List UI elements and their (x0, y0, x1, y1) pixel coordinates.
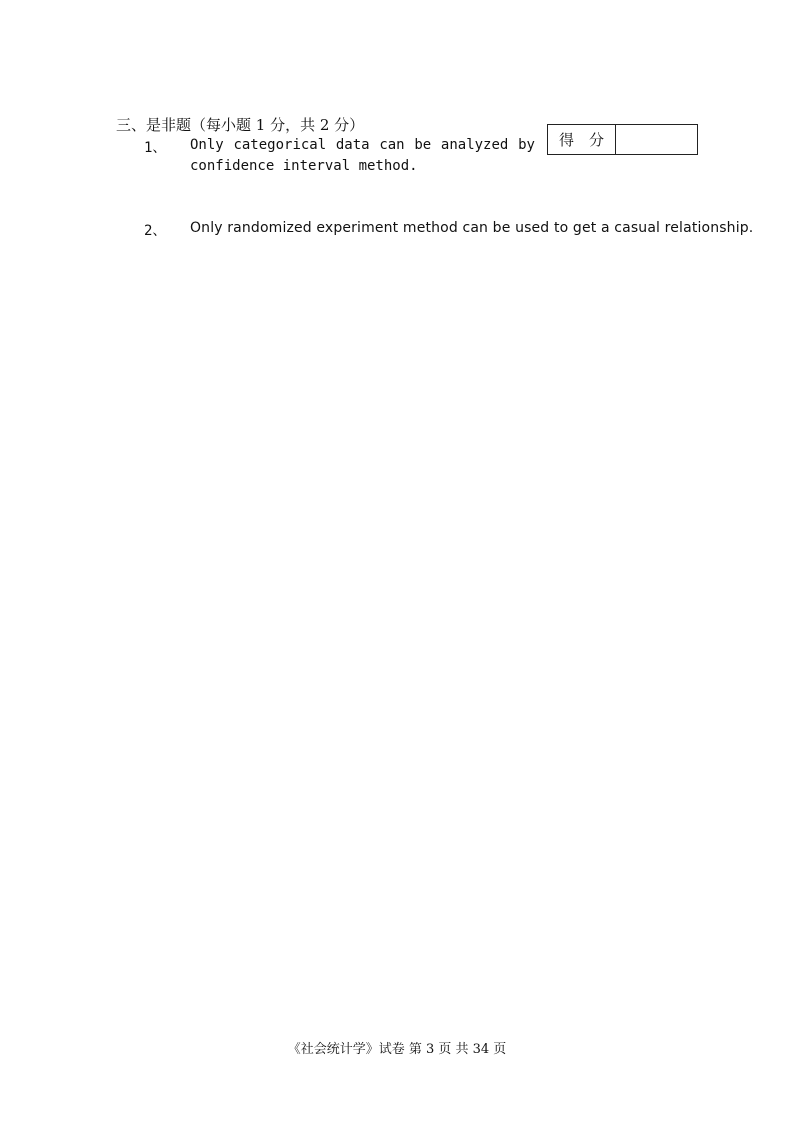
score-label: 得 分 (548, 125, 616, 154)
question-1-line-1 (190, 137, 535, 153)
question-1-word: categorical (233, 137, 327, 153)
question-2-text: Only randomized experiment method can be used to get a casual relationship. (190, 220, 754, 236)
score-value-field[interactable] (616, 125, 697, 154)
score-box (547, 124, 698, 155)
question-1-number: 1、 (144, 140, 167, 156)
question-1-word: analyzed (440, 137, 509, 153)
question-1-word: by (518, 137, 535, 153)
question-1-word: data (335, 137, 370, 153)
section-title: 三、是非题（每小题 1 分，共 2 分） (116, 116, 365, 134)
page-footer: 《社会统计学》试卷 第 3 页 共 34 页 (287, 1042, 507, 1057)
question-1-word: be (414, 137, 432, 153)
question-1-line-2: confidence interval method. (190, 158, 418, 174)
question-1-word: Only (190, 137, 224, 153)
question-2-number: 2、 (144, 223, 167, 239)
question-1-word: can (379, 137, 405, 153)
